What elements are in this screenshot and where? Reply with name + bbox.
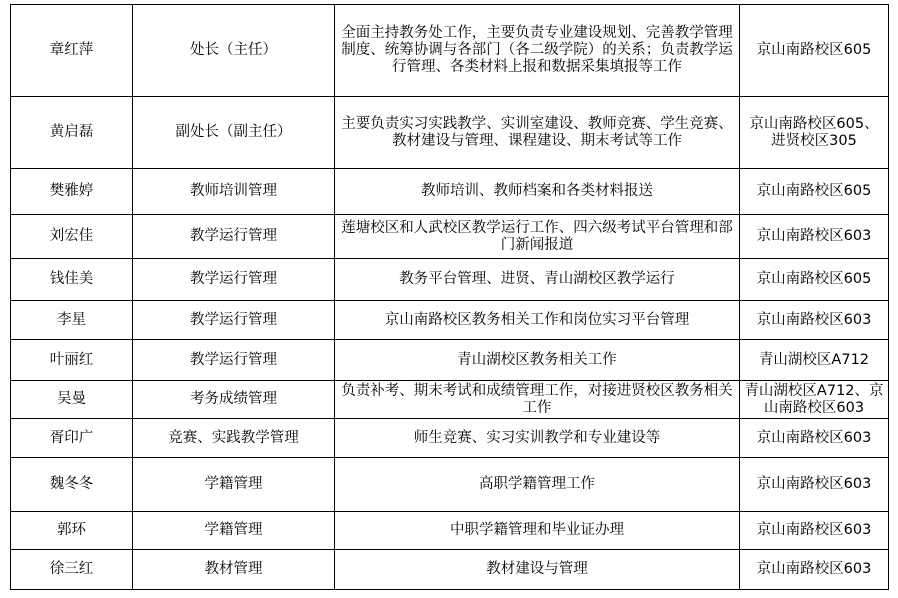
staff-name: 黄启磊 (11, 97, 133, 169)
staff-duties: 京山南路校区教务相关工作和岗位实习平台管理 (335, 301, 740, 340)
staff-position: 教学运行管理 (133, 215, 335, 259)
table-row (11, 512, 889, 550)
staff-position: 副处长（副主任） (133, 97, 335, 169)
office-location: 京山南路校区603 (740, 215, 889, 259)
staff-name: 章红萍 (11, 5, 133, 97)
office-location: 青山湖校区A712、京山南路校区603 (740, 381, 889, 419)
staff-duties: 全面主持教务处工作，主要负责专业建设规划、完善教学管理制度、统筹协调与各部门（各二级学院）的关系；负责教学运行管理、各类材料上报和数据采集填报等工作 (335, 5, 740, 97)
table-row (11, 550, 889, 590)
office-location: 京山南路校区603 (740, 301, 889, 340)
staff-duties: 高职学籍管理工作 (335, 458, 740, 512)
staff-duty-table (10, 4, 889, 590)
staff-name: 魏冬冬 (11, 458, 133, 512)
staff-position: 教学运行管理 (133, 340, 335, 381)
table-row (11, 97, 889, 169)
office-location: 京山南路校区605 (740, 169, 889, 215)
office-location: 京山南路校区605、进贤校区305 (740, 97, 889, 169)
office-location: 京山南路校区603 (740, 419, 889, 458)
staff-duties: 师生竞赛、实习实训教学和专业建设等 (335, 419, 740, 458)
staff-name: 胥印广 (11, 419, 133, 458)
staff-duties: 莲塘校区和人武校区教学运行工作、四六级考试平台管理和部门新闻报道 (335, 215, 740, 259)
staff-name: 徐三红 (11, 550, 133, 590)
staff-duties: 负责补考、期末考试和成绩管理工作，对接进贤校区教务相关工作 (335, 381, 740, 419)
table-row (11, 458, 889, 512)
staff-duties: 青山湖校区教务相关工作 (335, 340, 740, 381)
staff-position: 考务成绩管理 (133, 381, 335, 419)
staff-position: 教师培训管理 (133, 169, 335, 215)
office-location: 京山南路校区603 (740, 550, 889, 590)
table-row (11, 5, 889, 97)
staff-name: 钱佳美 (11, 259, 133, 301)
staff-position: 处长（主任） (133, 5, 335, 97)
office-location: 京山南路校区605 (740, 259, 889, 301)
table-row (11, 301, 889, 340)
staff-name: 刘宏佳 (11, 215, 133, 259)
table-row (11, 215, 889, 259)
staff-position: 教学运行管理 (133, 259, 335, 301)
office-location: 青山湖校区A712 (740, 340, 889, 381)
staff-duties: 教材建设与管理 (335, 550, 740, 590)
staff-position: 学籍管理 (133, 458, 335, 512)
staff-duties: 主要负责实习实践教学、实训室建设、教师竞赛、学生竞赛、教材建设与管理、课程建设、期末考试等工作 (335, 97, 740, 169)
office-location: 京山南路校区603 (740, 512, 889, 550)
staff-position: 教学运行管理 (133, 301, 335, 340)
table-row (11, 419, 889, 458)
office-location: 京山南路校区605 (740, 5, 889, 97)
staff-name: 叶丽红 (11, 340, 133, 381)
table-row (11, 169, 889, 215)
table-row (11, 340, 889, 381)
table-row (11, 259, 889, 301)
staff-name: 郭环 (11, 512, 133, 550)
staff-name: 李星 (11, 301, 133, 340)
staff-name: 吴曼 (11, 381, 133, 419)
office-location: 京山南路校区603 (740, 458, 889, 512)
staff-duties: 教务平台管理、进贤、青山湖校区教学运行 (335, 259, 740, 301)
staff-duties: 教师培训、教师档案和各类材料报送 (335, 169, 740, 215)
staff-position: 竞赛、实践教学管理 (133, 419, 335, 458)
staff-duties: 中职学籍管理和毕业证办理 (335, 512, 740, 550)
table-row (11, 381, 889, 419)
staff-position: 学籍管理 (133, 512, 335, 550)
staff-name: 樊雅婷 (11, 169, 133, 215)
staff-position: 教材管理 (133, 550, 335, 590)
